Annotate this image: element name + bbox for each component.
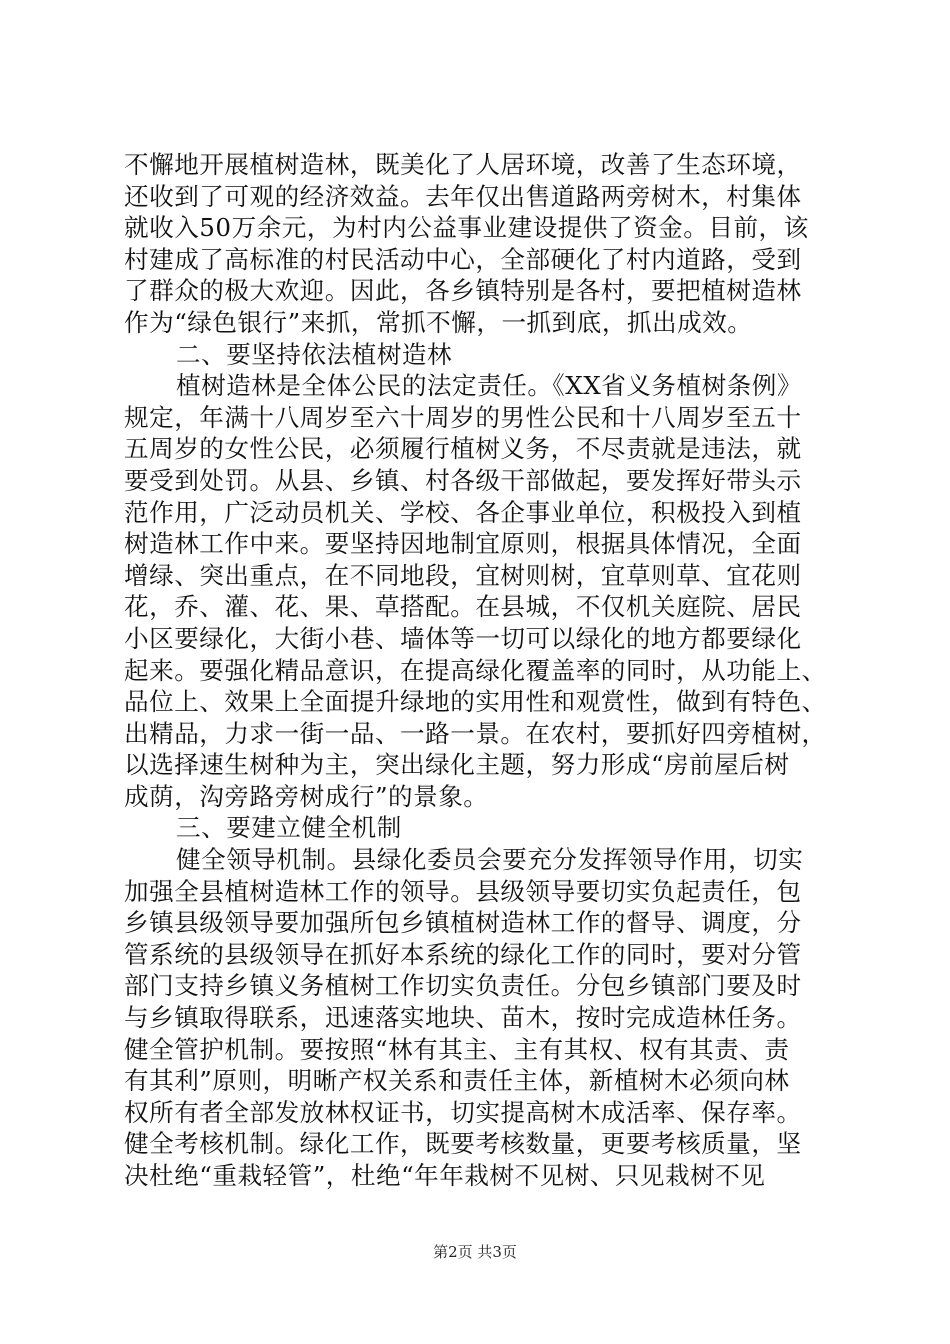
body-line: 有其利”原则，明晰产权关系和责任主体，新植树木必须向林 (124, 1066, 790, 1096)
body-line: 成荫，沟旁路旁树成行”的景象。 (124, 781, 489, 811)
body-line: 管系统的县级领导在抓好本系统的绿化工作的同时，要对分管 (124, 939, 802, 969)
body-line: 村建成了高标准的村民活动中心，全部硬化了村内道路，受到 (124, 244, 802, 274)
body-line: 要受到处罚。从县、乡镇、村各级干部做起，要发挥好带头示 (124, 465, 802, 495)
section-heading-2: 二、要坚持依法植树造林 (176, 339, 453, 369)
body-line: 花，乔、灌、花、果、草搭配。在县城，不仅机关庭院、居民 (124, 592, 802, 622)
body-line: 决杜绝“重栽轻管”，杜绝“年年栽树不见树、只见栽树不见 (124, 1161, 766, 1190)
body-line: 小区要绿化，大街小巷、墙体等一切可以绿化的地方都要绿化 (124, 623, 802, 653)
body-line: 健全领导机制。县绿化委员会要充分发挥领导作用，切实 (176, 845, 804, 875)
body-line: 品位上、效果上全面提升绿地的实用性和观赏性，做到有特色、 (124, 687, 827, 717)
body-line: 出精品，力求一街一品、一路一景。在农村，要抓好四旁植树， (124, 718, 827, 748)
body-line: 乡镇县级领导要加强所包乡镇植树造林工作的督导、调度，分 (124, 908, 802, 938)
body-line: 增绿、突出重点，在不同地段，宜树则树，宜草则草、宜花则 (124, 560, 802, 590)
body-line: 就收入50万余元，为村内公益事业建设提供了资金。目前，该 (124, 213, 809, 243)
page-number-footer: 第2页 共3页 (433, 1243, 517, 1261)
body-line: 权所有者全部发放林权证书，切实提高树木成活率、保存率。 (124, 1097, 802, 1127)
body-line: 加强全县植树造林工作的领导。县级领导要切实负起责任，包 (124, 876, 802, 906)
body-line: 还收到了可观的经济效益。去年仅出售道路两旁树木，村集体 (124, 181, 802, 211)
section-heading-3: 三、要建立健全机制 (176, 813, 402, 843)
body-line: 以选择速生树种为主，突出绿化主题，努力形成“房前屋后树 (124, 750, 790, 780)
body-line: 树造林工作中来。要坚持因地制宜原则，根据具体情况，全面 (124, 529, 802, 559)
body-line: 范作用，广泛动员机关、学校、各企事业单位，积极投入到植 (124, 497, 802, 527)
body-line: 起来。要强化精品意识，在提高绿化覆盖率的同时，从功能上、 (124, 655, 827, 685)
body-line: 健全考核机制。绿化工作，既要考核数量，更要考核质量，坚 (124, 1129, 802, 1159)
body-line: 植树造林是全体公民的法定责任。《XX省义务植树条例》 (176, 371, 802, 401)
body-line: 部门支持乡镇义务植树工作切实负责任。分包乡镇部门要及时 (124, 971, 802, 1001)
body-line: 不懈地开展植树造林，既美化了人居环境，改善了生态环境， (124, 150, 802, 179)
body-line: 五周岁的女性公民，必须履行植树义务，不尽责就是违法，就 (124, 434, 802, 464)
body-line: 与乡镇取得联系，迅速落实地块、苗木，按时完成造林任务。 (124, 1003, 802, 1033)
body-line: 健全管护机制。要按照“林有其主、主有其权、权有其责、责 (124, 1034, 790, 1064)
document-body (124, 149, 830, 1192)
body-line: 作为“绿色银行”来抓，常抓不懈，一抓到底，抓出成效。 (124, 307, 753, 337)
body-line: 了群众的极大欢迎。因此，各乡镇特别是各村，要把植树造林 (124, 276, 802, 306)
body-line: 规定，年满十八周岁至六十周岁的男性公民和十八周岁至五十 (124, 402, 802, 432)
